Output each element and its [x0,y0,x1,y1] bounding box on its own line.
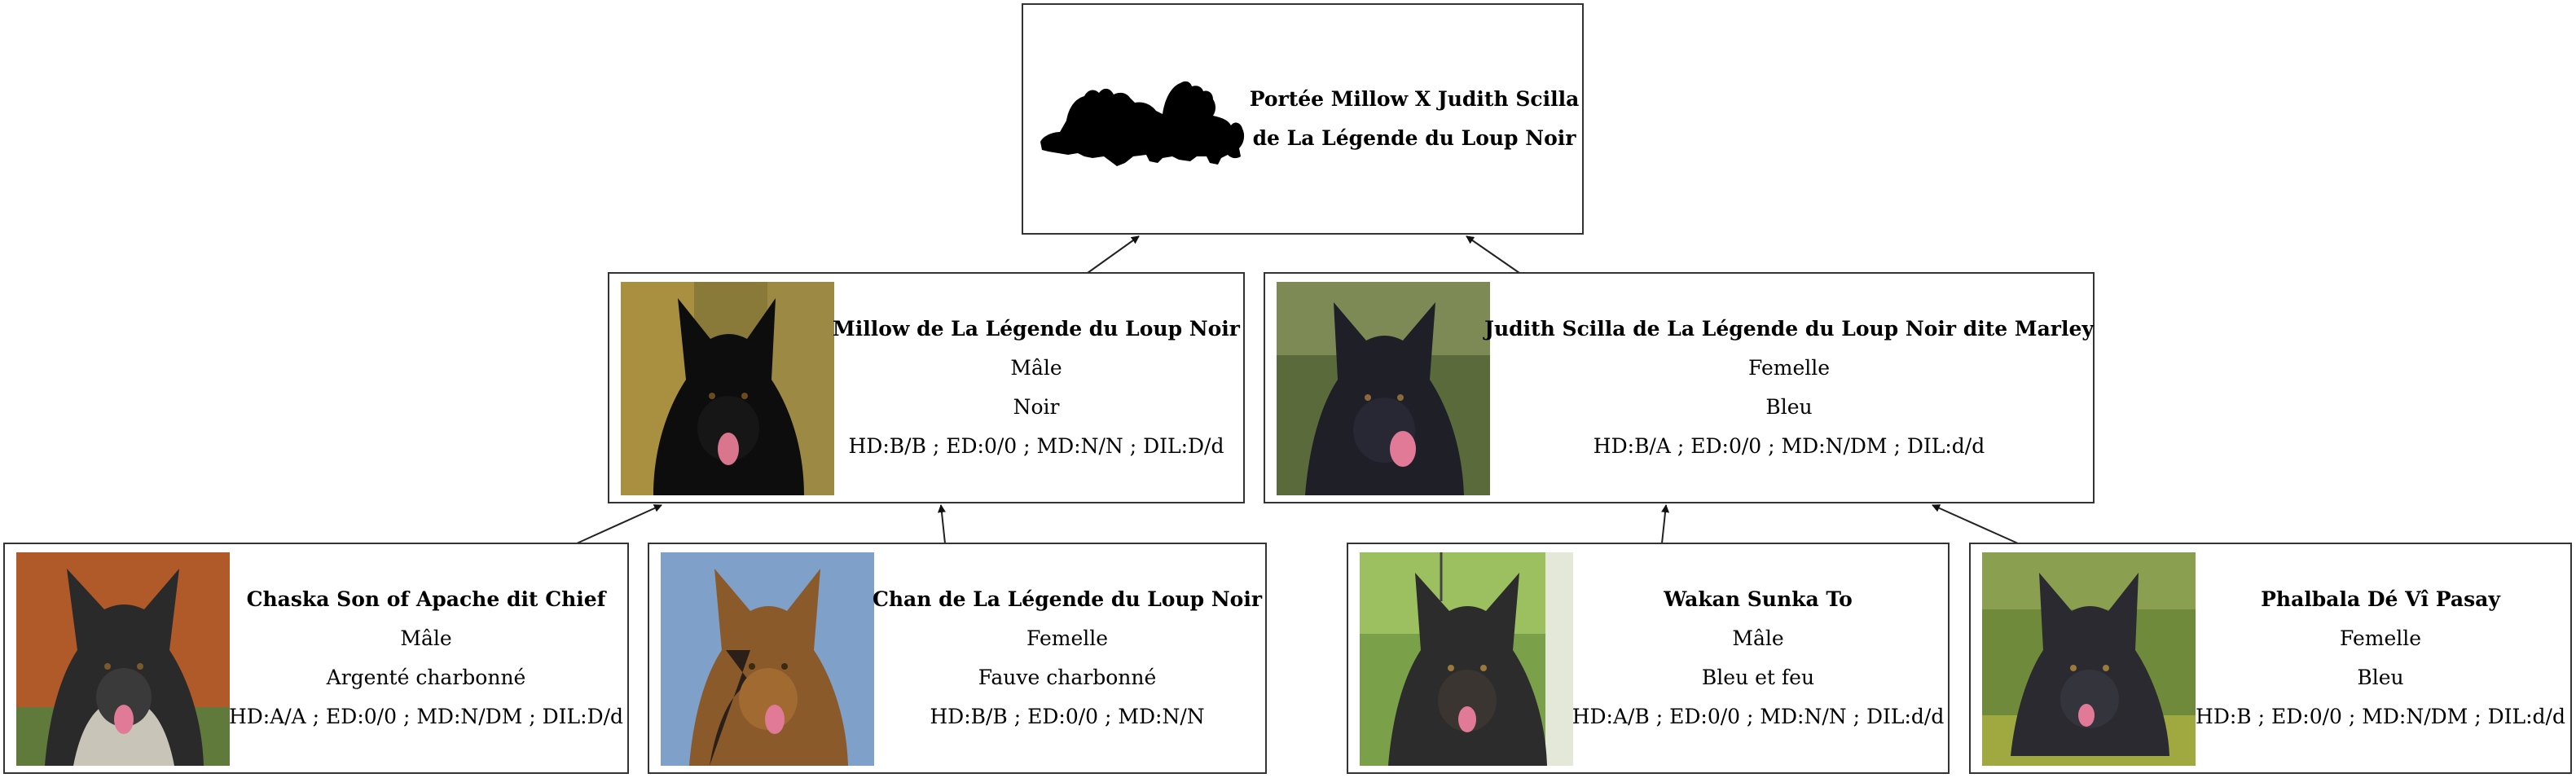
dam-dam-color: Bleu [2357,666,2404,689]
sire-health: HD:B/B ; ED:0/0 ; MD:N/N ; DIL:D/d [848,434,1224,458]
sire-sire-name: Chaska Son of Apache dit Chief [246,587,606,611]
blue-shepherd-dog-in-grass-photo [1982,552,2196,766]
edge-wakan-to-judith [1662,505,1666,543]
blue-tan-shepherd-dog-photo [1360,552,1573,766]
sire-sire-node [3,543,629,774]
dam-node [1264,272,2095,503]
dam-dam-sex: Femelle [2339,626,2422,650]
dam-name: Judith Scilla de La Légende du Loup Noir dite Marley [1484,317,2094,341]
dam-color: Bleu [1765,395,1813,419]
sire-sire-health: HD:A/A ; ED:0/0 ; MD:N/DM ; DIL:D/d [228,705,624,728]
sire-dam-color: Fauve charbonné [978,666,1157,689]
black-shepherd-dog-photo [621,282,834,495]
dam-dam-node [1969,543,2572,774]
edge-chaska-to-millow [577,505,662,543]
dam-sire-node [1347,543,1950,774]
sire-sex: Mâle [1010,356,1062,380]
sire-dam-health: HD:B/B ; ED:0/0 ; MD:N/N [930,705,1205,728]
sire-dam-sex: Femelle [1026,626,1109,650]
sire-dam-text [872,544,1263,772]
silver-sable-shepherd-dog-photo [16,552,230,766]
dam-sex: Femelle [1747,356,1831,380]
dam-health: HD:B/A ; ED:0/0 ; MD:N/DM ; DIL:d/d [1593,434,1985,458]
edge-millow-to-litter [1088,236,1139,273]
dam-sire-text [1573,544,1943,772]
dam-sire-sex: Mâle [1732,626,1784,650]
sire-node [608,272,1245,503]
sire-sire-text [230,544,622,772]
edge-phalbala-to-judith [1932,505,2018,543]
fawn-sable-shepherd-dog-photo [661,552,874,766]
edge-judith-to-litter [1466,236,1519,273]
blue-shepherd-dog-photo [1277,282,1490,495]
litter-title-line1: Portée Millow X Judith Scilla [1249,87,1580,111]
puppies-silhouette-icon [1035,78,1247,172]
sire-dam-name: Chan de La Légende du Loup Noir [872,587,1263,611]
dam-sire-color: Bleu et feu [1701,666,1815,689]
sire-dam-node [648,543,1267,774]
dam-dam-text [2196,544,2565,772]
dam-dam-health: HD:B ; ED:0/0 ; MD:N/DM ; DIL:d/d [2196,705,2565,728]
edge-chan-to-millow [941,505,945,543]
litter-title-line2: de La Légende du Loup Noir [1252,126,1576,150]
sire-sire-color: Argenté charbonné [326,666,526,689]
sire-sire-sex: Mâle [400,626,452,650]
sire-text [834,274,1238,502]
litter-text [1249,5,1580,233]
sire-color: Noir [1013,395,1060,419]
litter-node [1022,3,1584,235]
dam-dam-name: Phalbala Dé Vî Pasay [2261,587,2500,611]
dam-sire-name: Wakan Sunka To [1664,587,1853,611]
sire-name: Millow de La Légende du Loup Noir [833,317,1240,341]
dam-text [1484,274,2094,502]
dam-sire-health: HD:A/B ; ED:0/0 ; MD:N/N ; DIL:d/d [1572,705,1945,728]
